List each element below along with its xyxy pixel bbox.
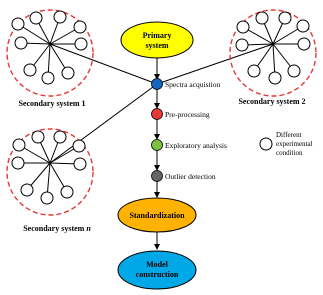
condition-node — [288, 65, 300, 77]
condition-node — [12, 157, 24, 169]
condition-node — [298, 38, 310, 50]
condition-node — [269, 72, 281, 84]
condition-node — [54, 131, 66, 143]
primary-system-node — [121, 22, 193, 58]
legend-line-2: experimental — [276, 140, 313, 148]
secondary-system-n-suffix: n — [86, 224, 91, 233]
spectra-acquisition-label: Spectra acquistion — [165, 80, 221, 89]
exploratory-analysis-label: Exploratory analysis — [165, 141, 227, 150]
secondary-system-1-label: Secondary system 1 — [18, 99, 86, 108]
secondary-system-1-cluster — [7, 10, 93, 96]
condition-node — [15, 37, 27, 49]
condition-node — [256, 12, 268, 24]
primary-system-label-2: system — [145, 41, 169, 50]
condition-node — [12, 18, 24, 30]
pre-processing-label: Pre-processing — [165, 110, 210, 119]
legend-line-3: condition — [276, 149, 303, 157]
secondary-system-n-prefix: Secondary system — [23, 224, 87, 233]
primary-system-label-1: Primary — [142, 31, 172, 40]
condition-node — [41, 192, 53, 204]
link-secondary-n — [50, 84, 157, 163]
condition-node — [237, 21, 249, 33]
secondary-system-n-label — [23, 224, 91, 233]
legend-condition-circle — [260, 138, 272, 150]
condition-node — [30, 12, 42, 24]
secondary-system-2-label: Secondary system 2 — [238, 97, 306, 106]
condition-node — [75, 38, 87, 50]
condition-node — [248, 65, 260, 77]
model-construction-label-2: construction — [135, 270, 179, 279]
condition-node — [74, 21, 86, 33]
condition-node — [73, 140, 85, 152]
condition-node — [62, 67, 74, 79]
spectra-acquisition-dot — [152, 79, 163, 90]
legend-line-1: Different — [276, 131, 302, 139]
condition-node — [279, 12, 291, 24]
outlier-detection-label: Outlier detection — [165, 172, 216, 181]
condition-node — [21, 184, 33, 196]
standardization-label: Standardization — [129, 211, 185, 220]
condition-node — [74, 158, 86, 170]
condition-node — [42, 72, 54, 84]
pre-processing-dot — [152, 109, 163, 120]
outlier-detection-dot — [152, 171, 163, 182]
condition-node — [24, 64, 36, 76]
condition-node — [13, 139, 25, 151]
model-construction-label-1: Model — [146, 260, 168, 269]
condition-node — [236, 39, 248, 51]
condition-node — [61, 186, 73, 198]
exploratory-analysis-dot — [152, 140, 163, 151]
condition-node — [297, 20, 309, 32]
secondary-system-n-cluster — [7, 129, 93, 215]
condition-node — [54, 11, 66, 23]
condition-node — [32, 131, 44, 143]
secondary-system-2-cluster — [230, 10, 316, 96]
